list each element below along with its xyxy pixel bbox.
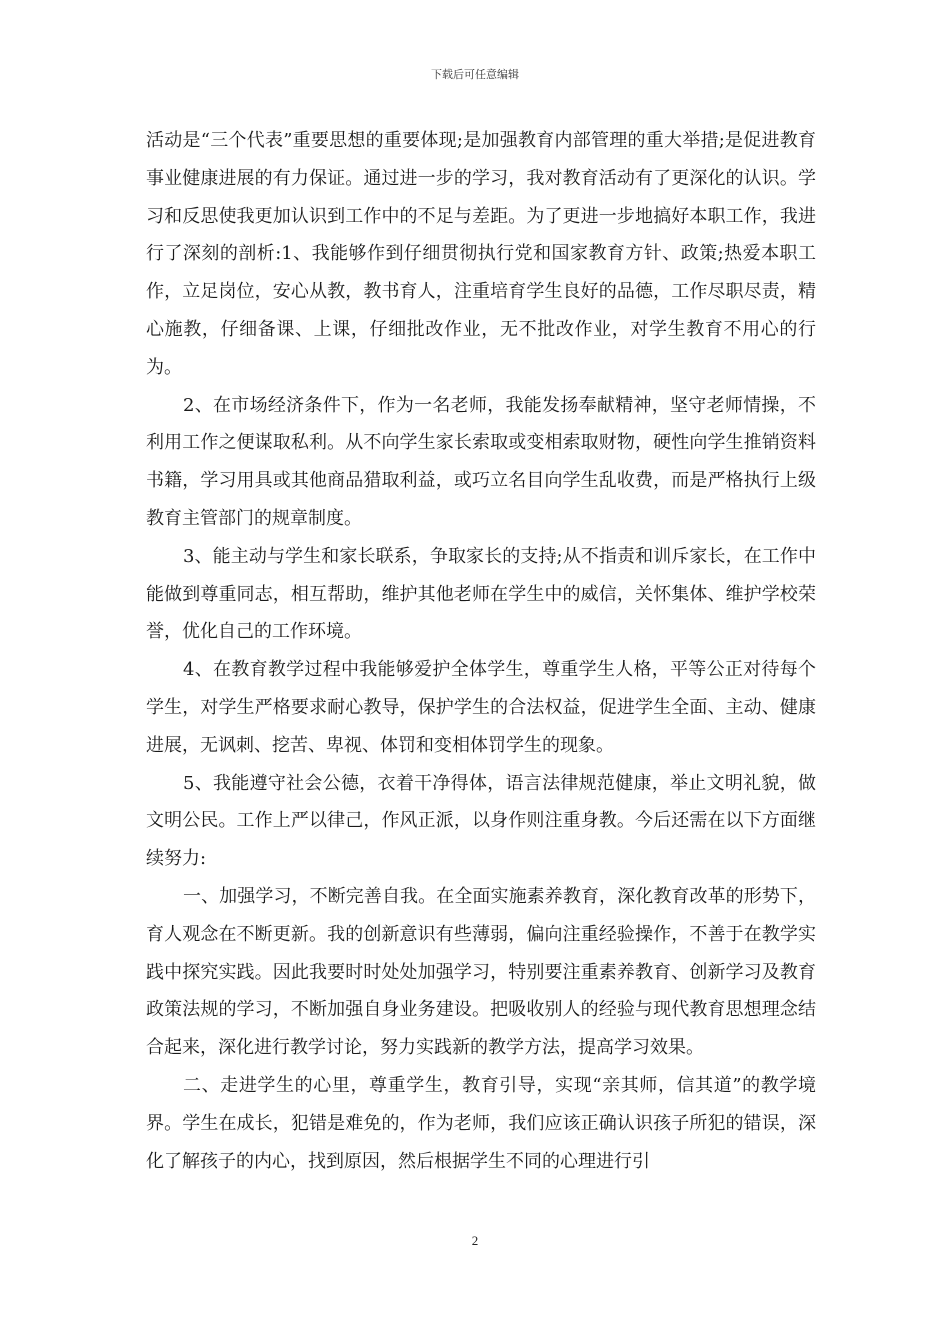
- page-number: 2: [471, 1233, 479, 1248]
- document-body: [146, 122, 816, 1180]
- page-header: 下载后可任意编辑: [431, 68, 519, 81]
- paragraph-item-4: 4、在教育教学过程中我能够爱护全体学生，尊重学生人格，平等公正对待每个学生，对学生严格要求耐心教导，保护学生的合法权益，促进学生全面、主动、健康进展，无讽刺、挖苦、卑视、体罚和变相体罚学生的现象。: [146, 659, 816, 756]
- paragraph-item-5: 5、我能遵守社会公德，衣着干净得体，语言法律规范健康，举止文明礼貌，做文明公民。工作上严以律己，作风正派，以身作则注重身教。今后还需在以下方面继续努力:: [146, 772, 816, 870]
- paragraph-item-2: 2、在市场经济条件下，作为一名老师，我能发扬奉献精神，坚守老师情操，不利用工作之便谋取私利。从不向学生家长索取或变相索取财物，硬性向学生推销资料书籍，学习用具或其他商品猎取利益，或巧立名目向学生乱收费，而是严格执行上级教育主管部门的规章制度。: [146, 394, 816, 529]
- paragraph-section-1: 一、加强学习，不断完善自我。在全面实施素养教育，深化教育改革的形势下，育人观念在不断更新。我的创新意识有些薄弱，偏向注重经验操作，不善于在教学实践中探究实践。因此我要时时处处加强学习，特别要注重素养教育、创新学习及教育政策法规的学习，不断加强自身业务建设。把吸收别人的经验与现代教育思想理念结合起来，深化进行教学讨论，努力实践新的教学方法，提高学习效果。: [146, 885, 816, 1059]
- paragraph-item-3: 3、能主动与学生和家长联系，争取家长的支持;从不指责和训斥家长，在工作中能做到尊重同志，相互帮助，维护其他老师在学生中的威信，关怀集体、维护学校荣誉，优化自己的工作环境。: [146, 545, 816, 643]
- paragraph-section-2: 二、走进学生的心里，尊重学生，教育引导，实现“亲其师，信其道”的教学境界。学生在成长，犯错是难免的，作为老师，我们应该正确认识孩子所犯的错误，深化了解孩子的内心，找到原因，然后根据学生不同的心理进行引: [146, 1074, 816, 1172]
- paragraph-continuation: 活动是“三个代表”重要思想的重要体现;是加强教育内部管理的重大举措;是促进教育事业健康进展的有力保证。通过进一步的学习，我对教育活动有了更深化的认识。学习和反思使我更加认识到工作中的不足与差距。为了更进一步地搞好本职工作，我进行了深刻的剖析:1、我能够作到仔细贯彻执行党和国家教育方针、政策;热爱本职工作，立足岗位，安心从教，教书育人，注重培育学生良好的品德，工作尽职尽责，精心施教，仔细备课、上课，仔细批改作业，无不批改作业，对学生教育不用心的行为。: [146, 130, 816, 378]
